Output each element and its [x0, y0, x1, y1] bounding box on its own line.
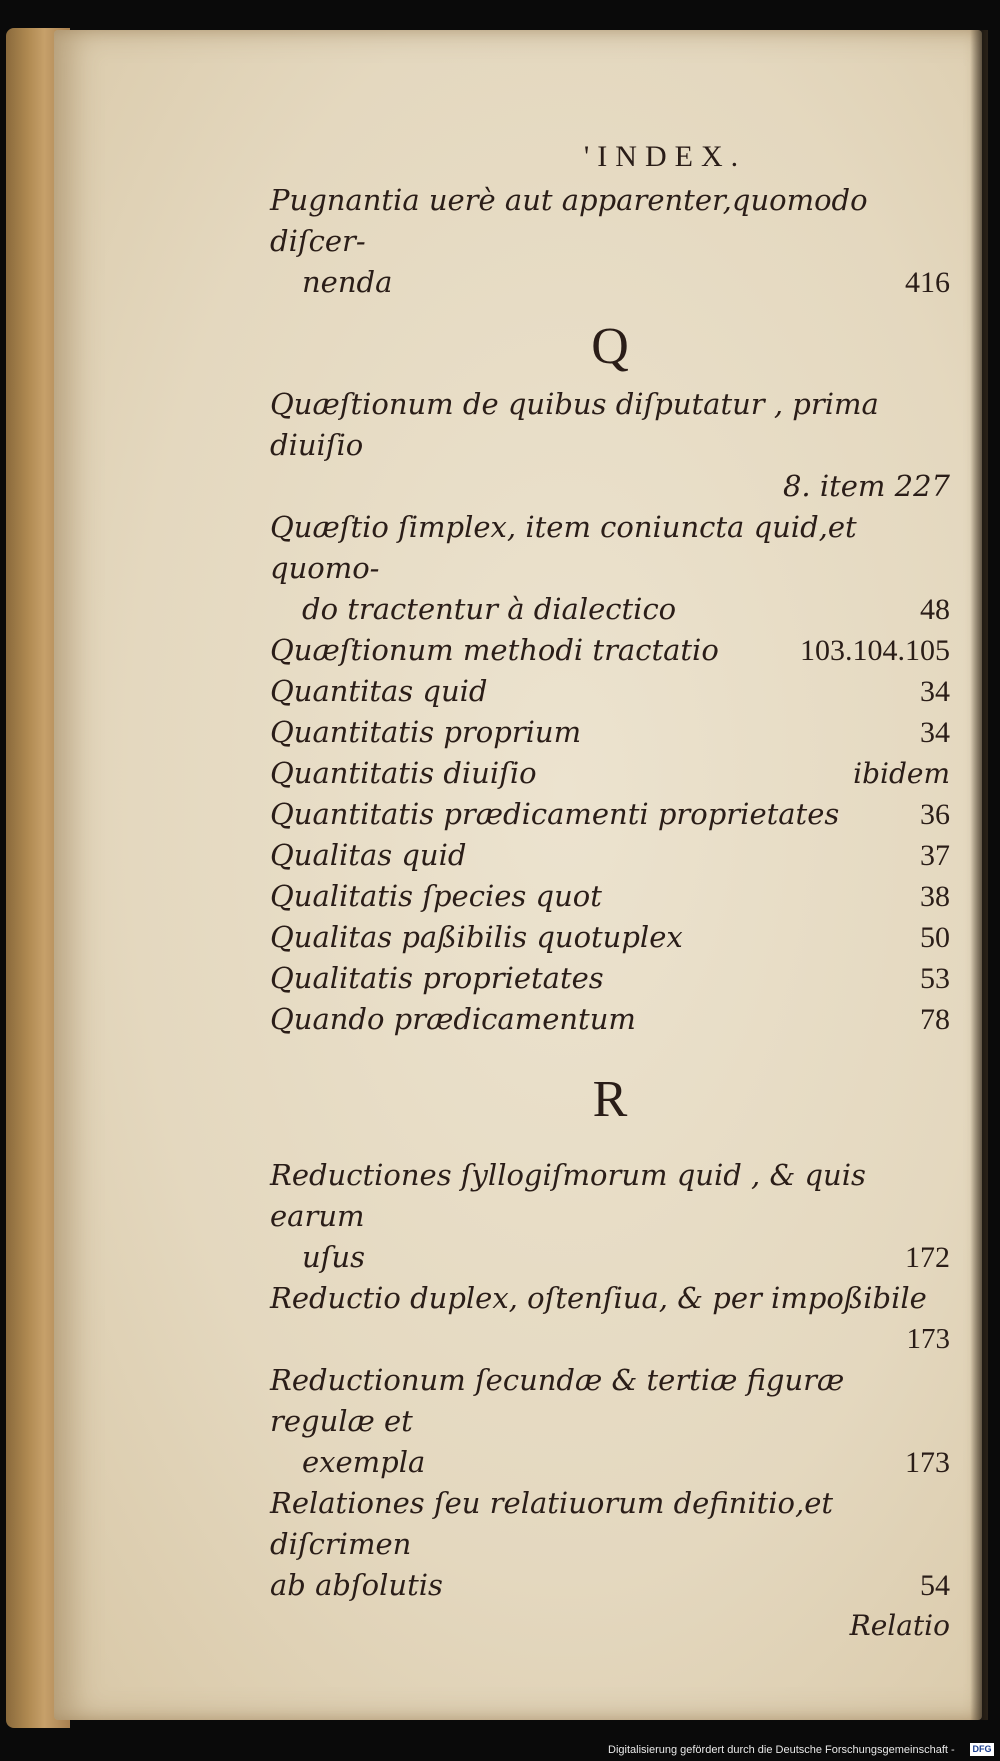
index-entry	[270, 794, 950, 835]
entry-line: Qualitatis proprietates	[270, 961, 604, 995]
entry-line: Reductiones ſyllogiſmorum quid , & quis earum	[270, 1158, 866, 1233]
page-number: 36	[920, 798, 950, 831]
index-entry	[270, 958, 950, 999]
entry-line: exempla	[302, 1445, 426, 1479]
page-number: 50	[920, 921, 950, 954]
index-entry	[270, 671, 950, 712]
index-entry	[270, 507, 950, 630]
entry-line: Pugnantia uerè aut apparenter,quomodo diſcer-	[270, 183, 868, 258]
index-entry	[270, 630, 950, 671]
index-entry	[270, 712, 950, 753]
page-heading: 'INDEX.	[583, 140, 747, 173]
page-number: 37	[920, 839, 950, 872]
page-number: 34	[920, 675, 950, 708]
page-number: 53	[920, 962, 950, 995]
page-number: 172	[905, 1241, 950, 1274]
entry-line: Quantitatis diuiſio	[270, 756, 537, 790]
index-entry	[270, 753, 950, 794]
page-gutter-shadow	[970, 30, 988, 1720]
catchword: Relatio	[849, 1609, 950, 1642]
entry-line: ab abſolutis	[270, 1568, 443, 1602]
section-letter-q: Q	[591, 318, 629, 375]
index-entry	[270, 1360, 950, 1483]
entry-line: Qualitas paßibilis quotuplex	[270, 920, 683, 954]
index-entry	[270, 999, 950, 1040]
entry-line: Relationes ſeu relatiuorum definitio,et diſcrimen	[270, 1486, 834, 1561]
dfg-logo: DFG	[970, 1743, 994, 1756]
entry-line: do tractentur à dialectico	[302, 592, 677, 626]
entry-line: Qualitas quid	[270, 838, 467, 872]
page-number: 416	[905, 266, 950, 299]
digitization-credit: Digitalisierung gefördert durch die Deutsche Forschungsgemeinschaft -	[608, 1744, 955, 1756]
entry-line: Reductionum ſecundæ & tertiæ figuræ regulæ et	[270, 1363, 845, 1438]
page-number: 48	[920, 593, 950, 626]
entry-line: Quantitatis prædicamenti proprietates	[270, 797, 840, 831]
page-number: 34	[920, 716, 950, 749]
page-number: 54	[920, 1569, 950, 1602]
entry-line: Quæſtio ſimplex, item coniuncta quid,et quomo-	[270, 510, 857, 585]
entry-line: Quando prædicamentum	[270, 1002, 636, 1036]
page-number: 103.104.105	[800, 634, 950, 667]
index-entry	[270, 835, 950, 876]
index-text-block	[270, 140, 950, 1646]
page-number: 38	[920, 880, 950, 913]
index-entry	[270, 1278, 950, 1319]
page-number: 78	[920, 1003, 950, 1036]
index-entry	[270, 876, 950, 917]
entry-line: nenda	[302, 265, 393, 299]
entry-line: Quantitas quid	[270, 674, 488, 708]
entry-line: Qualitatis ſpecies quot	[270, 879, 602, 913]
index-entry	[270, 1155, 950, 1278]
entry-line: Quæſtionum methodi tractatio	[270, 633, 719, 667]
index-entry	[270, 917, 950, 958]
index-entry	[270, 180, 950, 303]
index-entry	[270, 1483, 950, 1606]
entry-line: Reductio duplex, oſtenſiua, & per impoßibile	[270, 1281, 927, 1315]
index-entry	[270, 384, 950, 466]
section-letter-r: R	[592, 1071, 628, 1128]
page-number: 173	[906, 1323, 950, 1355]
entry-line: uſus	[302, 1240, 365, 1274]
entry-line: Quantitatis proprium	[270, 715, 582, 749]
page-number: 173	[905, 1446, 950, 1479]
page-number: 8. item 227	[782, 469, 950, 503]
page-number: ibidem	[853, 757, 950, 790]
entry-line: Quæſtionum de quibus diſputatur , prima diuiſio	[270, 387, 879, 462]
